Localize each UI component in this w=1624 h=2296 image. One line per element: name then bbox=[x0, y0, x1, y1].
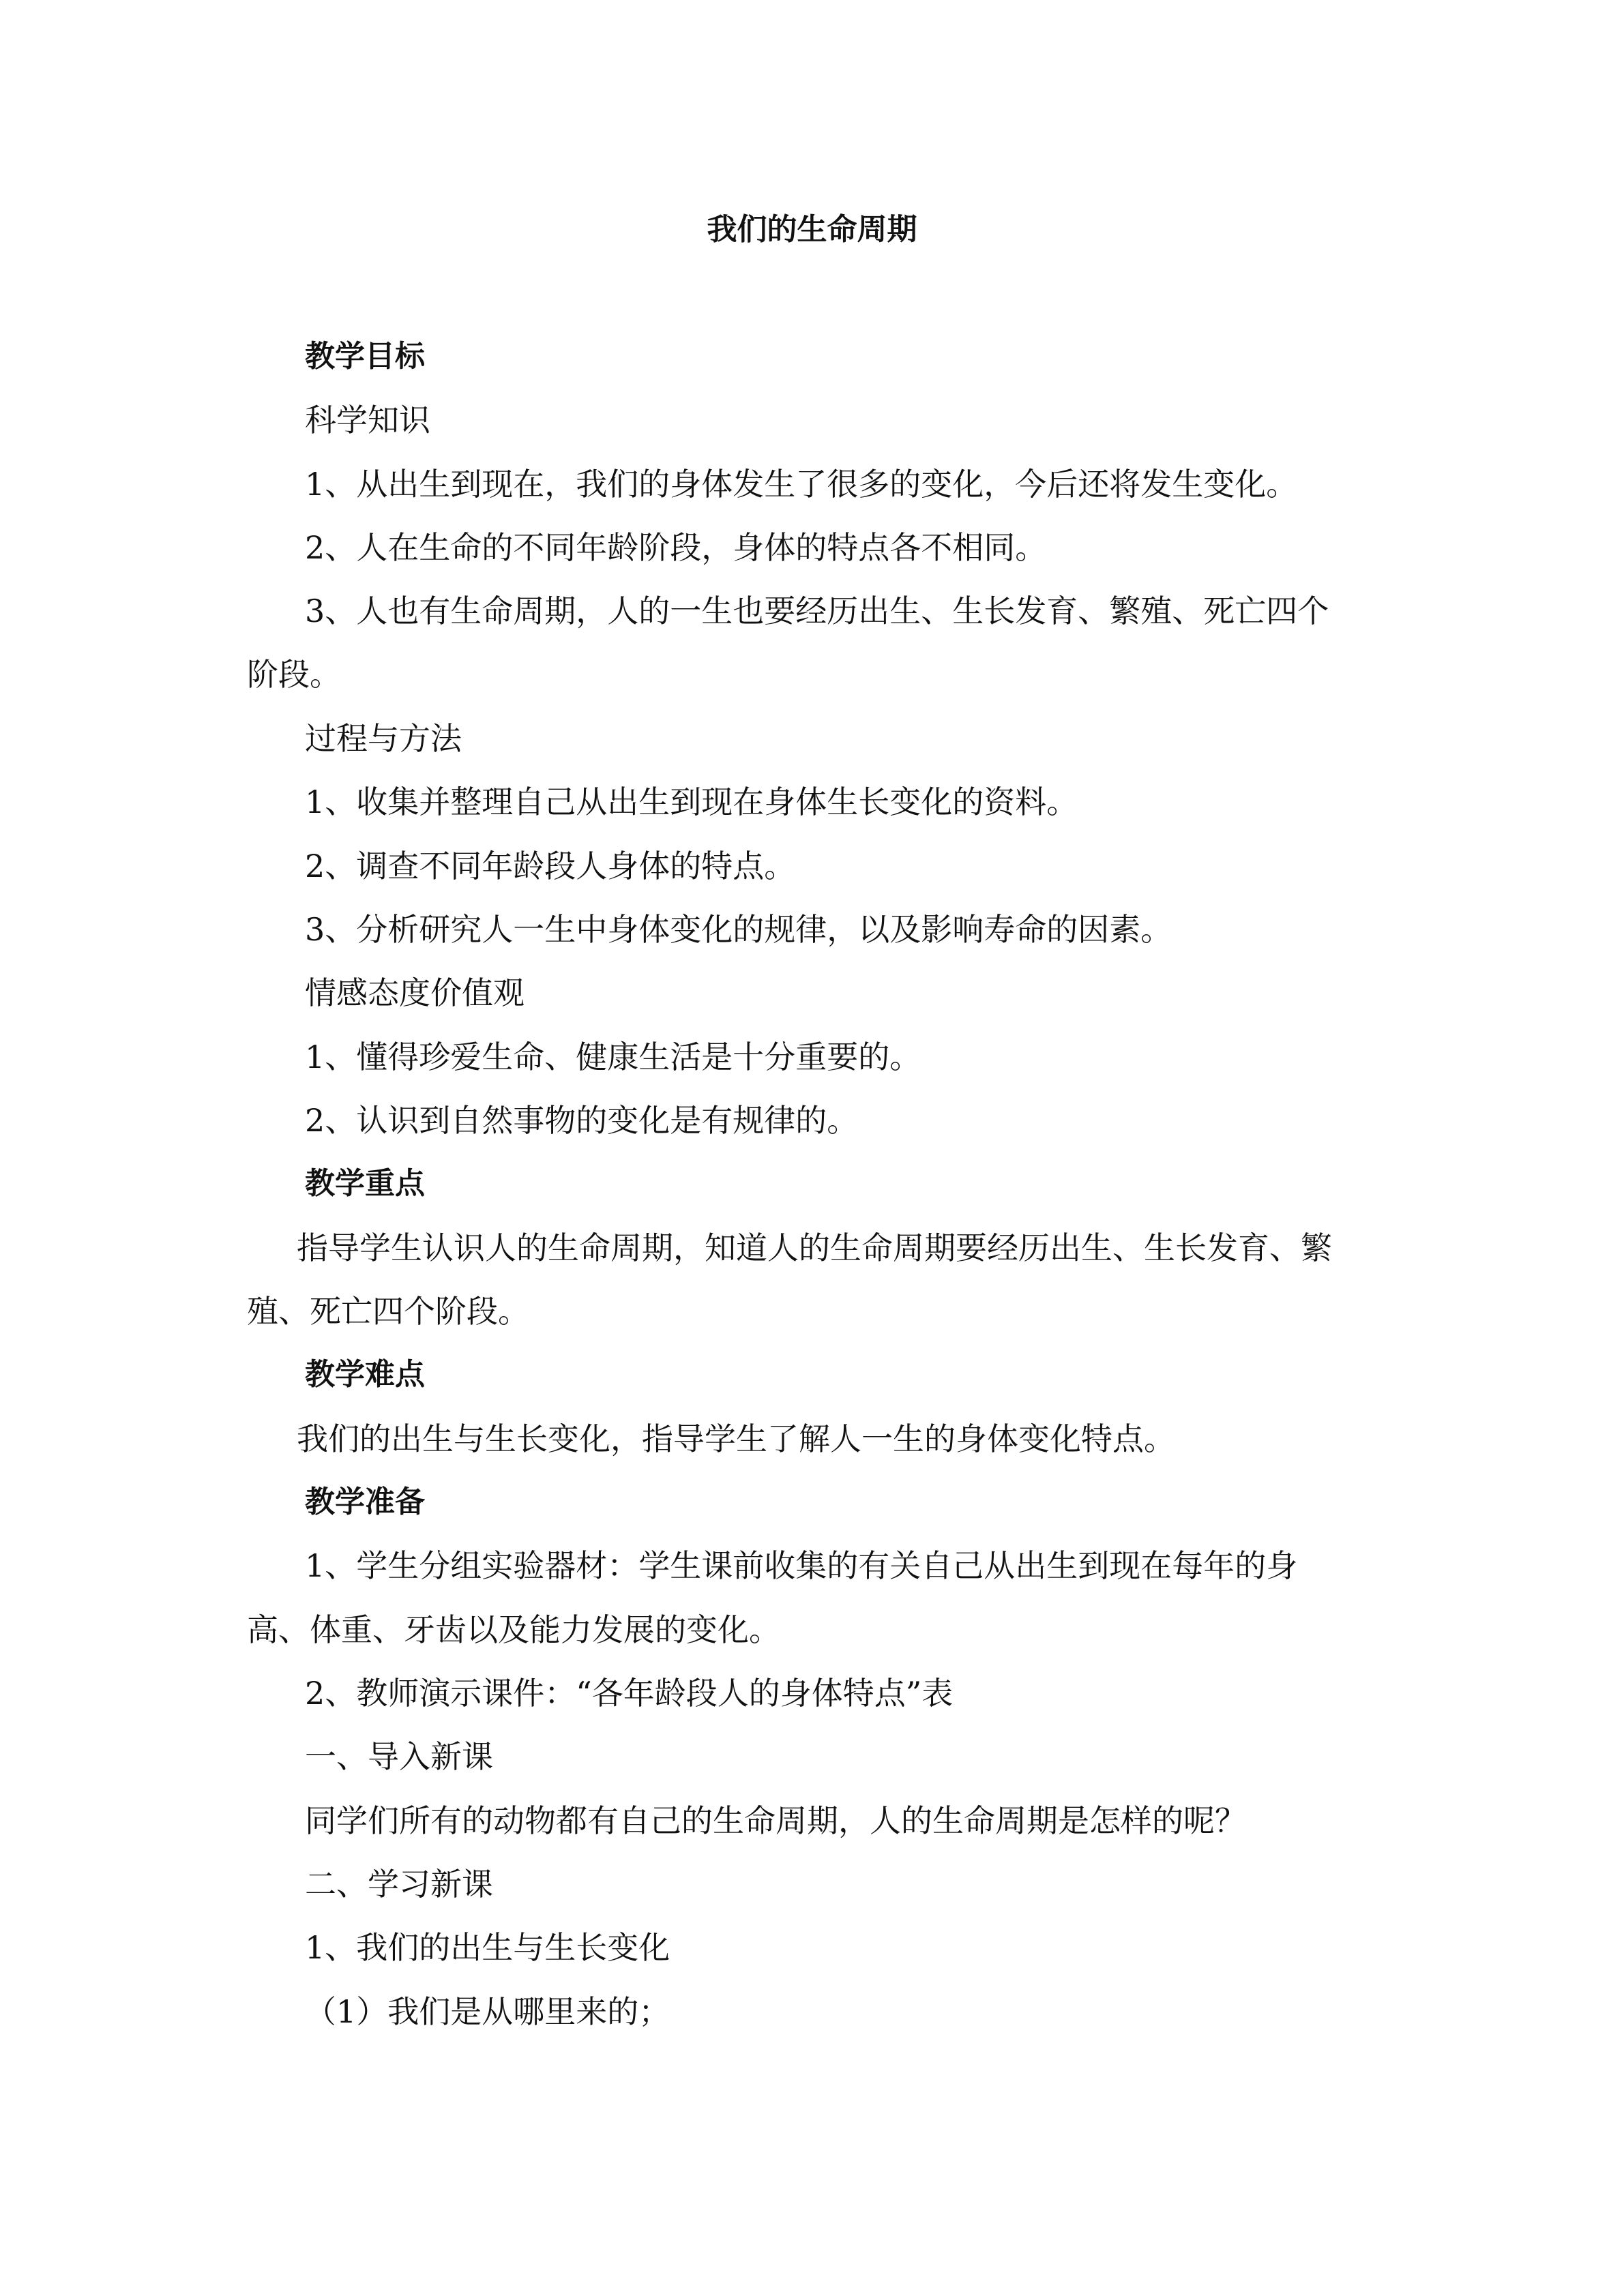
paragraph-line: 1、收集并整理自己从出生到现在身体生长变化的资料。 bbox=[305, 784, 1078, 820]
paragraph-line: 阶段。 bbox=[247, 656, 341, 693]
paragraph-line: 2、人在生命的不同年龄阶段，身体的特点各不相同。 bbox=[305, 529, 1047, 566]
paragraph-line: 2、教师演示课件：“各年龄段人的身体特点”表 bbox=[305, 1675, 954, 1712]
paragraph-line: 殖、死亡四个阶段。 bbox=[247, 1293, 529, 1330]
paragraph-line: 1、从出生到现在，我们的身体发生了很多的变化，今后还将发生变化。 bbox=[305, 466, 1298, 503]
paragraph-line: 1、懂得珍爱生命、健康生活是十分重要的。 bbox=[305, 1039, 921, 1075]
paragraph-line: 3、分析研究人一生中身体变化的规律，以及影响寿命的因素。 bbox=[305, 911, 1172, 948]
paragraph-line: （1）我们是从哪里来的； bbox=[305, 1993, 670, 2030]
paragraph-line: 3、人也有生命周期，人的一生也要经历出生、生长发育、繁殖、死亡四个 bbox=[305, 593, 1329, 629]
paragraph-line: 2、调查不同年龄段人身体的特点。 bbox=[305, 848, 796, 884]
page-title: 我们的生命周期 bbox=[707, 212, 917, 247]
paragraph-line: 1、我们的出生与生长变化 bbox=[305, 1929, 670, 1966]
subheading-emotion-values: 情感态度价值观 bbox=[305, 974, 525, 1011]
paragraph-line: 指导学生认识人的生命周期，知道人的生命周期要经历出生、生长发育、繁 bbox=[297, 1229, 1332, 1266]
paragraph-line: 1、学生分组实验器材：学生课前收集的有关自己从出生到现在每年的身 bbox=[305, 1547, 1298, 1584]
section-heading-intro: 一、导入新课 bbox=[305, 1738, 493, 1775]
subheading-science-knowledge: 科学知识 bbox=[305, 402, 430, 438]
paragraph-line: 2、认识到自然事物的变化是有规律的。 bbox=[305, 1102, 859, 1139]
heading-teaching-preparation: 教学准备 bbox=[305, 1485, 425, 1519]
heading-teaching-objectives: 教学目标 bbox=[305, 339, 425, 374]
subheading-process-method: 过程与方法 bbox=[305, 720, 462, 757]
paragraph-line: 同学们所有的动物都有自己的生命周期，人的生命周期是怎样的呢？ bbox=[305, 1802, 1246, 1839]
section-heading-new-lesson: 二、学习新课 bbox=[305, 1866, 493, 1903]
heading-teaching-focus: 教学重点 bbox=[305, 1166, 425, 1201]
paragraph-line: 我们的出生与生长变化，指导学生了解人一生的身体变化特点。 bbox=[297, 1420, 1175, 1457]
heading-teaching-difficulty: 教学难点 bbox=[305, 1357, 425, 1392]
paragraph-line: 高、体重、牙齿以及能力发展的变化。 bbox=[247, 1611, 780, 1648]
